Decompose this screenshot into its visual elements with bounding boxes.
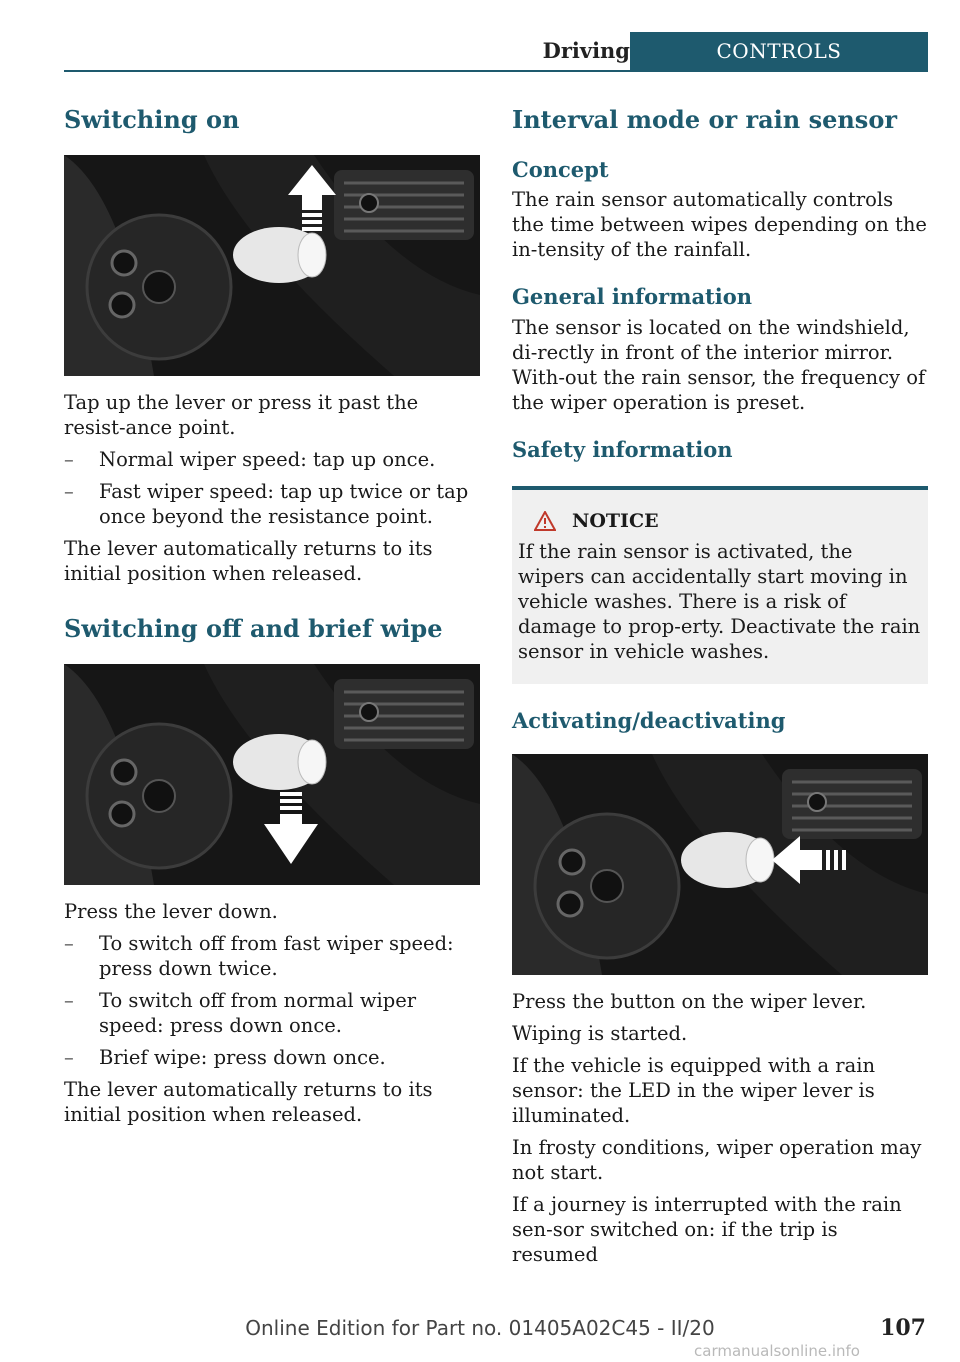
wiper-button-illustration xyxy=(512,754,928,975)
page-footer xyxy=(0,1316,960,1362)
list-item: – Brief wipe: press down once. xyxy=(64,1045,480,1070)
concept-heading: Concept xyxy=(512,157,609,182)
activating-paragraph: If a journey is interrupted with the rain sen-sor switched on: if the trip is resumed xyxy=(512,1193,902,1266)
switching-off-text: Press the lever down. xyxy=(64,900,278,923)
wiper-lever-up-illustration xyxy=(64,155,480,376)
switching-off-return-text: The lever automatically returns to its initial position when released. xyxy=(64,1078,433,1126)
interval-mode-heading: Interval mode or rain sensor xyxy=(512,105,897,134)
general-information-text: The sensor is located on the windshield, di-rectly in front of the interior mirror. With-out the rain sensor, the frequency of the wiper operation is preset. xyxy=(512,315,926,414)
wiper-lever-up-figure xyxy=(64,155,480,376)
switching-on-list xyxy=(64,447,480,529)
notice-box xyxy=(512,486,928,684)
activating-paragraph: If the vehicle is equipped with a rain sensor: the LED in the wiper lever is illuminated. xyxy=(512,1054,876,1127)
activating-paragraph: Press the button on the wiper lever. xyxy=(512,990,867,1013)
safety-information-heading: Safety information xyxy=(512,436,733,462)
switching-on-heading: Switching on xyxy=(64,105,240,134)
concept-text: The rain sensor automatically controls the time between wipes depending on the in-tensity of the rainfall. xyxy=(512,188,927,262)
switching-on-text: Tap up the lever or press it past the resist-ance point. xyxy=(64,391,419,439)
activating-paragraph: In frosty conditions, wiper operation may not start. xyxy=(512,1136,922,1184)
wiper-lever-down-figure xyxy=(64,664,480,885)
footer-edition-text: Online Edition for Part no. 01405A02C45 - II/20 xyxy=(245,1316,715,1340)
warning-triangle-icon xyxy=(534,511,556,531)
wiper-lever-down-illustration xyxy=(64,664,480,885)
right-column xyxy=(512,105,928,1267)
general-information-heading: General information xyxy=(512,284,753,310)
list-item: – Fast wiper speed: tap up twice or tap once beyond the resistance point. xyxy=(64,479,480,529)
switching-on-return-text: The lever automatically returns to its initial position when released. xyxy=(64,537,433,585)
list-item: – To switch off from normal wiper speed: press down once. xyxy=(64,988,480,1038)
switching-off-list xyxy=(64,931,480,1070)
left-column xyxy=(64,105,480,1127)
page-header xyxy=(64,32,928,72)
switching-off-heading: Switching off and brief wipe xyxy=(64,614,443,643)
activating-paragraph: Wiping is started. xyxy=(512,1022,688,1045)
watermark: carmanualsonline.info xyxy=(694,1342,860,1360)
notice-title: NOTICE xyxy=(572,509,659,532)
list-item: – To switch off from fast wiper speed: press down twice. xyxy=(64,931,480,981)
header-section: Driving xyxy=(542,38,630,63)
wiper-button-figure xyxy=(512,754,928,975)
activating-heading: Activating/deactivating xyxy=(512,707,786,733)
header-chapter: CONTROLS xyxy=(630,32,928,70)
notice-text: If the rain sensor is activated, the wipers can accidentally start moving in vehicle washes. There is a risk of damage to prop-erty. Deactivate the rain sensor in vehicle washes. xyxy=(518,539,921,663)
page-number: 107 xyxy=(880,1315,926,1341)
list-item: – Normal wiper speed: tap up once. xyxy=(64,447,480,472)
